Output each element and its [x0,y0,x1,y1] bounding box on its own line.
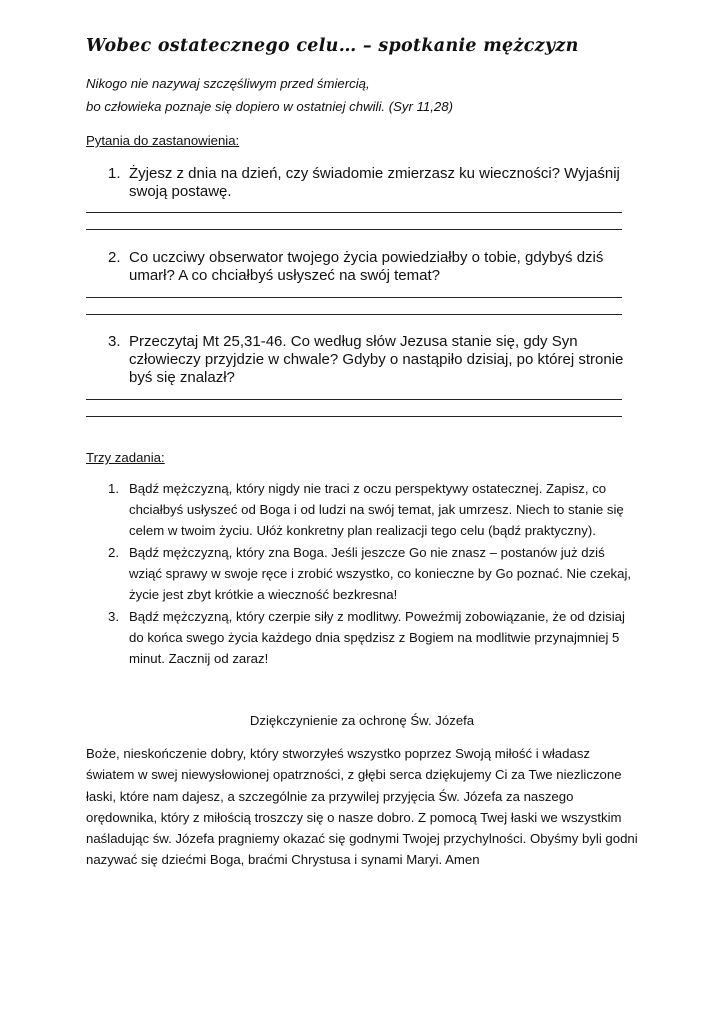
question-number: 3. [108,333,121,350]
answer-line[interactable] [86,314,622,315]
answer-line[interactable] [86,399,622,400]
question-item [86,333,638,387]
task-text: Bądź mężczyzną, który zna Boga. Jeśli jeszcze Go nie znasz – postanów już dziś wziąć sprawy w swoje ręce i zrobić wszystko, co konieczne by Go poznać. Nie czekaj, życie jest zbyt krótkie a wieczność bezkresna! [129,545,632,602]
question-item [86,165,638,201]
question-text: Żyjesz z dnia na dzień, czy świadomie zmierzasz ku wieczności? Wyjaśnij swoją postawę. [129,165,620,200]
task-item [86,542,638,605]
task-number: 2. [108,545,119,560]
tasks-list [86,478,638,669]
questions-heading: Pytania do zastanowienia: [86,133,240,148]
task-number: 3. [108,609,119,624]
prayer-title: Dziękczynienie za ochronę Św. Józefa [249,713,475,728]
task-item [86,478,638,541]
answer-line[interactable] [86,212,622,213]
answer-line[interactable] [86,229,622,230]
question-text: Przeczytaj Mt 25,31-46. Co według słów Jezusa stanie się, gdy Syn człowieczy przyjdzie w chwale? Gdyby o nastąpiło dzisiaj, po której stronie byś się znalazł? [129,333,624,386]
task-item [86,606,638,669]
task-text: Bądź mężczyzną, który nigdy nie traci z oczu perspektywy ostatecznej. Zapisz, co chciałbyś usłyszeć od Boga i od ludzi na swój temat, jak umrzesz. Niech to stanie się celem w twoim życiu. Ułóż konkretny plan realizacji tego celu (bądź praktyczny). [129,481,624,538]
task-text: Bądź mężczyzną, który czerpie siły z modlitwy. Poweźmij zobowiązanie, że od dzisiaj do końca swego życia każdego dnia spędzisz z Bogiem na modlitwie przynajmniej 5 minut. Zacznij od zaraz! [129,609,625,666]
document-page [86,32,638,871]
task-number: 1. [108,481,119,496]
prayer-body: Boże, nieskończenie dobry, który stworzyłeś wszystko poprzez Swoją miłość i władasz światem w swej niewysłowionej opatrzności, z głębi serca dziękujemy Ci za Twe niezliczone łaski, które nam dajesz, a szczególnie za przywilej przyjęcia Św. Józefa za naszego orędownika, który z miłością troszczy się o nasze dobro. Z pomocą Twej łaski we wszystkim naśladując św. Józefa pragniemy okazać się godnymi Twojej przychylności. Obyśmy byli godni nazywać się dziećmi Boga, braćmi Chrystusa i synami Maryi. Amen [86,746,638,868]
answer-line[interactable] [86,297,622,298]
answer-line[interactable] [86,416,622,417]
questions-list [86,165,638,417]
question-number: 2. [108,249,121,266]
question-text: Co uczciwy obserwator twojego życia powiedziałby o tobie, gdybyś dziś umarł? A co chciałbyś usłyszeć na swój temat? [129,249,604,284]
page-title: Wobec ostatecznego celu… – spotkanie mężczyzn [86,36,579,56]
tasks-heading: Trzy zadania: [86,450,165,465]
motto-line-2: bo człowieka poznaje się dopiero w ostatniej chwili. (Syr 11,28) [86,99,453,114]
motto-quote [86,72,638,118]
motto-line-1: Nikogo nie nazywaj szczęśliwym przed śmiercią, [86,76,370,91]
question-number: 1. [108,165,121,182]
question-item [86,249,638,285]
